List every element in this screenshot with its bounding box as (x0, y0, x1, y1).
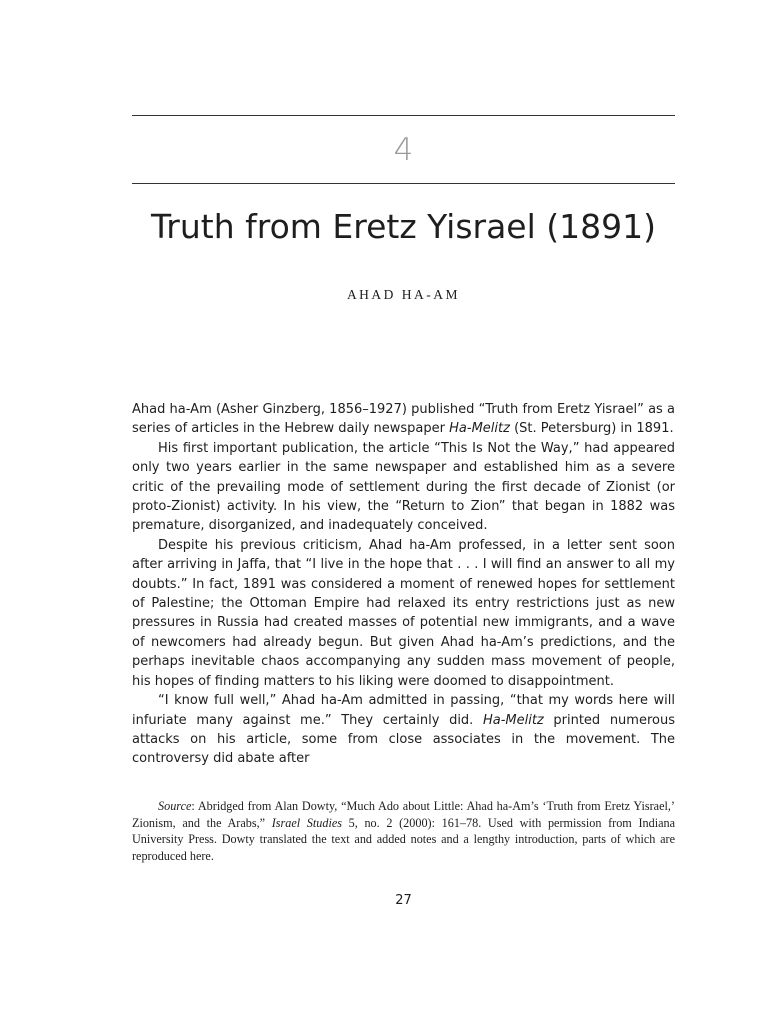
newspaper-title: Ha-Melitz (482, 712, 544, 728)
chapter-title: Truth from Eretz Yisrael (1891) (151, 207, 656, 246)
author-name: AHAD HA-AM (346, 287, 461, 302)
journal-title: Israel Studies (271, 815, 342, 830)
paragraph-2: His first important publication, the article “This Is Not the Way,” had appeared only two years earlier in the same newspaper and established him as a severe critic of the prevailing mode of settlement during the first decade of Zionist (or proto-Zionist) activity. In his view, the “Return to Zion” that began in 1882 was premature, disorganized, and inadequately conceived. (132, 440, 675, 534)
bottom-rule (132, 183, 675, 184)
paragraph-1: Ahad ha-Am (Asher Ginzberg, 1856–1927) published “Truth from Eretz Yisrael” as a series of articles in the Hebrew daily newspaper Ha-Melitz (St. Petersburg) in 1891. (132, 402, 675, 437)
body-text (132, 400, 675, 769)
source-footnote: Source: Abridged from Alan Dowty, “Much Ado about Little: Ahad ha-Am’s ‘Truth from Eretz Yisrael,’ Zionism, and the Arabs,” Israel Studies 5, no. 2 (2000): 161–78. Used with permission from Indiana University Press. Dowty translated the text and added notes and a lengthy introduction, parts of which are reproduced here. (132, 799, 675, 864)
paragraph-4: “I know full well,” Ahad ha-Am admitted in passing, “that my words here will infuriate many against me.” They certainly did. Ha-Melitz printed numerous attacks on his article, some from close associates in the movement. The controversy did abate after (132, 693, 675, 767)
page-number: 27 (395, 893, 412, 908)
chapter-number: 4 (393, 132, 414, 168)
paragraph-3: Despite his previous criticism, Ahad ha-Am professed, in a letter sent soon after arriving in Jaffa, that “I live in the hope that . . . I will find an answer to all my doubts.” In fact, 1891 was considered a moment of renewed hopes for settlement of Palestine; the Ottoman Empire had relaxed its entry restrictions just as new pressures in Russia had created masses of potential new immigrants, and a wave of newcomers had already begun. But given Ahad ha-Am’s predictions, and the perhaps inevitable chaos accompanying any sudden mass movement of people, his hopes of finding matters to his liking were doomed to disappointment. (132, 537, 675, 689)
newspaper-title: Ha-Melitz (449, 421, 510, 437)
top-rule (132, 115, 675, 116)
footnote-label: Source (158, 799, 192, 813)
